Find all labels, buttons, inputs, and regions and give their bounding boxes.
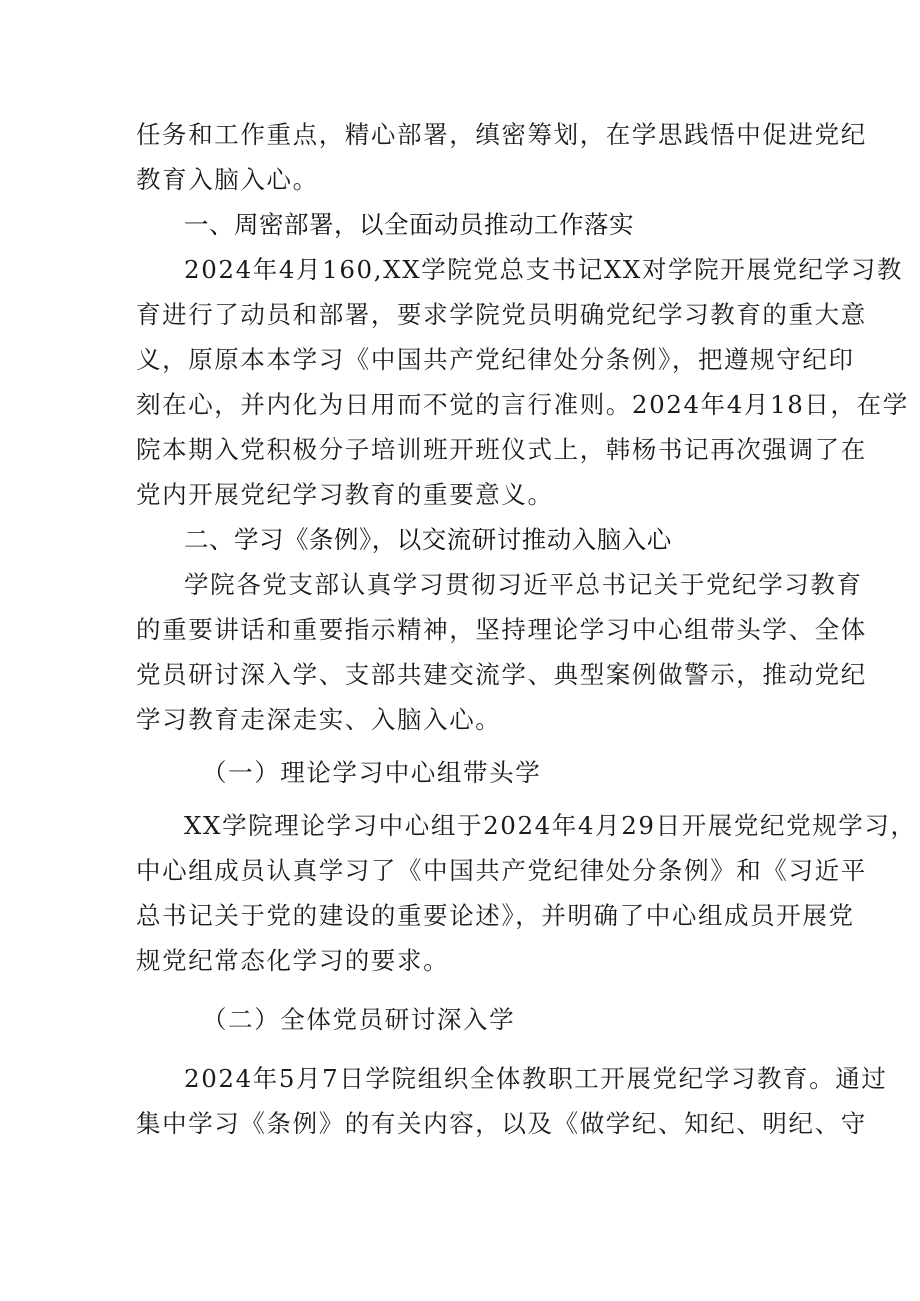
body-text-line: 2024年4月160,XX学院党总支书记XX对学院开展党纪学习教 [184, 255, 903, 284]
body-text-line: 任务和工作重点，精心部署，缜密筹划，在学思践悟中促进党纪 [136, 120, 867, 149]
body-text-line: 学院各党支部认真学习贯彻习近平总书记关于党纪学习教育 [184, 570, 863, 599]
body-text-line: 中心组成员认真学习了《中国共产党纪律处分条例》和《习近平 [136, 856, 867, 885]
body-text-line: 规党纪常态化学习的要求。 [136, 946, 450, 975]
body-text-line: 教育入脑入心。 [136, 165, 319, 194]
section-heading-2: 二、学习《条例》，以交流研讨推动入脑入心 [184, 525, 672, 554]
subsection-heading-2: （二）全体党员研讨深入学 [202, 1005, 516, 1034]
body-text-line: 党员研讨深入学、支部共建交流学、典型案例做警示，推动党纪 [136, 660, 867, 689]
body-text-line: 育进行了动员和部署，要求学院党员明确党纪学习教育的重大意 [136, 300, 867, 329]
body-text-line: 集中学习《条例》的有关内容，以及《做学纪、知纪、明纪、守 [136, 1109, 867, 1138]
subsection-heading-1: （一）理论学习中心组带头学 [202, 758, 542, 787]
body-text-line: 2024年5月7日学院组织全体教职工开展党纪学习教育。通过 [184, 1064, 888, 1093]
body-text-line: 学习教育走深走实、入脑入心。 [136, 705, 502, 734]
body-text-line: 总书记关于党的建设的重要论述》，并明确了中心组成员开展党 [136, 901, 855, 930]
section-heading-1: 一、周密部署，以全面动员推动工作落实 [184, 210, 634, 239]
body-text-line: 刻在心，并内化为日用而不觉的言行准则。2024年4月18日，在学 [136, 390, 909, 419]
body-text-line: 党内开展党纪学习教育的重要意义。 [136, 480, 554, 509]
document-body [136, 112, 917, 1146]
body-text-line: 院本期入党积极分子培训班开班仪式上，韩杨书记再次强调了在 [136, 435, 867, 464]
body-text-line: XX学院理论学习中心组于2024年4月29日开展党纪党规学习， [184, 811, 917, 840]
body-text-line: 的重要讲话和重要指示精神，坚持理论学习中心组带头学、全体 [136, 615, 867, 644]
body-text-line: 义，原原本本学习《中国共产党纪律处分条例》，把遵规守纪印 [136, 345, 855, 374]
